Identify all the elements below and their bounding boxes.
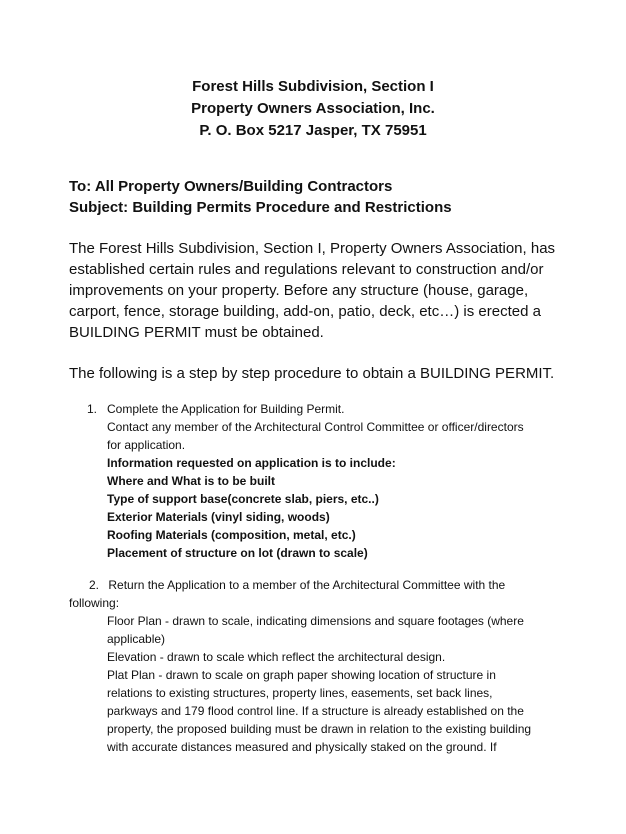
memo-to: To: All Property Owners/Building Contractors: [69, 178, 393, 195]
intro-paragraph: [69, 238, 569, 343]
step-1-contact-line: Contact any member of the Architectural Control Committee or officer/directors: [107, 420, 524, 434]
letterhead-line-1: Forest Hills Subdivision, Section I: [192, 78, 434, 95]
step-2-line: parkways and 179 flood control line. If a structure is already established on the: [107, 704, 524, 718]
procedure-intro: The following is a step by step procedure to obtain a BUILDING PERMIT.: [69, 365, 555, 382]
step-2-line: with accurate distances measured and physically staked on the ground. If: [107, 740, 497, 754]
step-1-title-row: [69, 400, 569, 418]
step-2-title: Return the Application to a member of the Architectural Committee with the: [108, 578, 506, 592]
step-2: [69, 576, 569, 756]
step-1-requirement: Placement of structure on lot (drawn to scale): [107, 546, 368, 560]
step-2-title-continued: following:: [69, 596, 120, 610]
step-1-requirement: Exterior Materials (vinyl siding, woods): [107, 510, 330, 524]
intro-line: carport, fence, storage building, add-on, patio, deck, etc…) is erected a: [69, 303, 541, 320]
step-2-line: property, the proposed building must be drawn in relation to the existing building: [107, 722, 532, 736]
step-1: [69, 400, 569, 562]
step-1-contact-line: for application.: [107, 438, 186, 452]
memo-subject: Subject: Building Permits Procedure and Restrictions: [69, 199, 452, 216]
letterhead-line-3: P. O. Box 5217 Jasper, TX 75951: [199, 122, 427, 139]
step-2-line: Floor Plan - drawn to scale, indicating dimensions and square footages (where: [107, 614, 524, 628]
step-1-requirement: Roofing Materials (composition, metal, etc.): [107, 528, 356, 542]
step-2-line: relations to existing structures, property lines, easements, set back lines,: [107, 686, 493, 700]
step-2-line: applicable): [107, 632, 166, 646]
intro-line: established certain rules and regulations relevant to construction and/or: [69, 261, 544, 278]
step-2-line: Plat Plan - drawn to scale on graph paper showing location of structure in: [107, 668, 496, 682]
letterhead: [0, 76, 626, 142]
intro-line: The Forest Hills Subdivision, Section I, Property Owners Association, has: [69, 240, 556, 257]
intro-line: BUILDING PERMIT must be obtained.: [69, 324, 324, 341]
step-1-number: 1.: [87, 402, 98, 416]
letterhead-line-2: Property Owners Association, Inc.: [191, 100, 435, 117]
memo-block: [69, 176, 452, 218]
step-2-number: 2.: [89, 578, 100, 592]
step-2-line: Elevation - drawn to scale which reflect the architectural design.: [107, 650, 446, 664]
step-1-title: Complete the Application for Building Permit.: [107, 402, 345, 416]
step-1-requirement: Type of support base(concrete slab, piers, etc..): [107, 492, 379, 506]
step-1-requirement: Information requested on application is to include:: [107, 456, 396, 470]
step-1-requirement: Where and What is to be built: [107, 474, 275, 488]
intro-line: improvements on your property. Before any structure (house, garage,: [69, 282, 529, 299]
step-2-title-row: [69, 576, 569, 594]
